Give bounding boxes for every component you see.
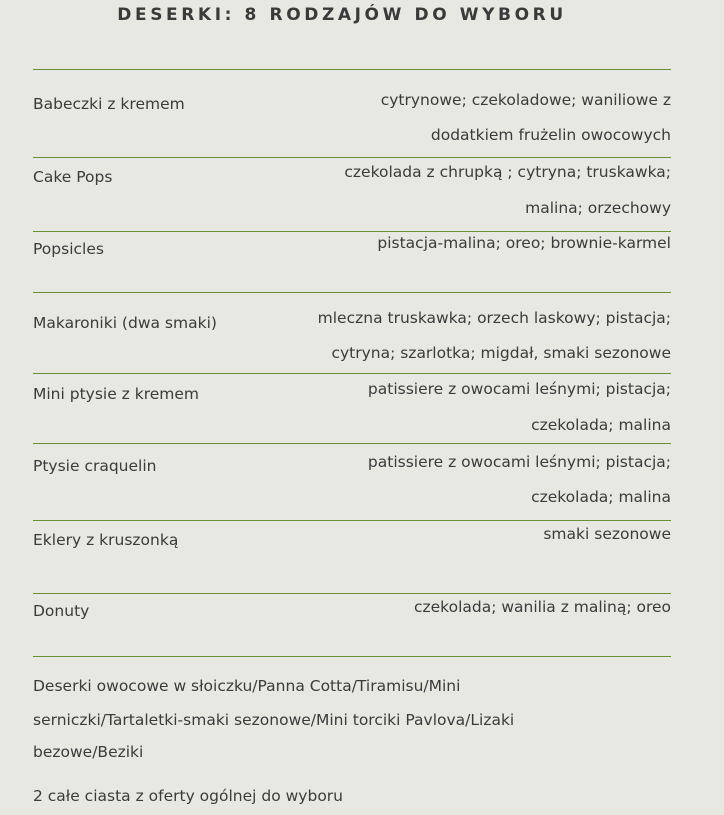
dessert-flavors: czekolada; malina	[531, 488, 671, 506]
dessert-flavors: dodatkiem frużelin owocowych	[430, 126, 671, 144]
dessert-name: Cake Pops	[33, 168, 113, 186]
divider	[33, 231, 671, 232]
dessert-flavors: cytryna; szarlotka; migdał, smaki sezonowe	[331, 344, 671, 362]
dessert-name: Donuty	[33, 602, 90, 620]
dessert-name: Ptysie craquelin	[33, 457, 157, 475]
dessert-flavors: pistacja-malina; oreo; brownie-karmel	[377, 234, 671, 252]
divider	[33, 593, 671, 594]
dessert-name: Makaroniki (dwa smaki)	[33, 314, 217, 332]
divider	[33, 292, 671, 293]
dessert-flavors: mleczna truskawka; orzech laskowy; pistacja;	[317, 309, 671, 327]
dessert-flavors: patissiere z owocami leśnymi; pistacja;	[367, 453, 671, 471]
dessert-flavors: malina; orzechowy	[525, 199, 671, 217]
divider	[33, 373, 671, 374]
divider	[33, 157, 671, 158]
extra-desserts-note: serniczki/Tartaletki-smaki sezonowe/Mini torciki Pavlova/Lizaki	[33, 711, 515, 729]
dessert-name: Babeczki z kremem	[33, 95, 185, 113]
divider	[33, 69, 671, 70]
extra-desserts-note: Deserki owocowe w słoiczku/Panna Cotta/Tiramisu/Mini	[33, 677, 461, 695]
dessert-flavors: czekolada; malina	[531, 416, 671, 434]
divider	[33, 443, 671, 444]
dessert-flavors: patissiere z owocami leśnymi; pistacja;	[367, 380, 671, 398]
dessert-flavors: czekolada; wanilia z maliną; oreo	[413, 598, 671, 616]
whole-cakes-note: 2 całe ciasta z oferty ogólnej do wyboru	[33, 787, 343, 805]
page-title: DESERKI: 8 RODZAJÓW DO WYBORU	[117, 5, 567, 25]
dessert-name: Popsicles	[33, 240, 104, 258]
divider	[33, 520, 671, 521]
dessert-flavors: cytrynowe; czekoladowe; waniliowe z	[380, 91, 671, 109]
dessert-flavors: czekolada z chrupką ; cytryna; truskawka;	[344, 163, 671, 181]
extra-desserts-note: bezowe/Beziki	[33, 743, 144, 761]
dessert-flavors: smaki sezonowe	[543, 525, 671, 543]
divider	[33, 656, 671, 657]
dessert-name: Eklery z kruszonką	[33, 531, 179, 549]
dessert-name: Mini ptysie z kremem	[33, 385, 200, 403]
